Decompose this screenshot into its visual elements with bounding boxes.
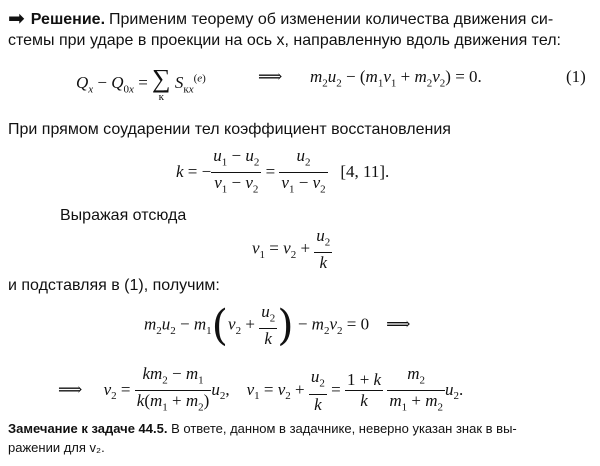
paragraph-3: Выражая отсюда: [60, 207, 187, 224]
note-text-1: В ответе, данном в задачнике, неверно указан знак в вы-: [171, 421, 517, 436]
solution-heading: Решение.: [30, 11, 106, 28]
implies-1: ⟹: [258, 67, 283, 86]
paragraph-2: При прямом соударении тел коэффициент восстановления: [8, 121, 451, 138]
equation-1: $Q_x - Q_{0x}$ = ∑ к $S_{кx}^{(e)}$: [76, 64, 206, 103]
equation-4: $m_2u_2 - m_1(v_2$ + $\frac{u_2}{k}$ ) − $m_2v_2 = 0$ ⟹: [144, 300, 411, 350]
equation-2: k = − $\frac{u_1 - u_2}{v_1 - v_2}$ = $\frac{u_2}{v_1 - v_2}$ [4, 11].: [176, 146, 390, 196]
note-text-2: ражении для v₂.: [8, 440, 105, 455]
equation-3: $v_1 = v_2$ + $\frac{u_2}{k}$: [252, 226, 331, 273]
note-heading: Замечание к задаче 44.5.: [8, 421, 168, 436]
solution-line-1: [8, 8, 553, 30]
equation-number-1: (1): [566, 67, 586, 86]
equation-5: ⟹ $v_2$ = $\frac{km_2 - m_1}{k(m_1 + m_2)}$ $u_2$, $v_1 = v_2$ + $\frac{u_2}{k}$ = $\frac{1 + k}{k}$ $\frac{m_2}{m_1 + m_2}$ $u_2$.: [58, 364, 464, 414]
solution-text-2: стемы при ударе в проекции на ось x, направленную вдоль движения тел:: [8, 32, 561, 49]
arrow-right-icon: ➡: [8, 6, 25, 30]
equation-2-ref: [4, 11].: [340, 161, 390, 181]
equation-1-rhs: $m_2u_2 - (m_1v_1 + m_2v_2) = 0$.: [310, 67, 482, 90]
note-line-1: [8, 420, 517, 437]
solution-text-1: Применим теорему об изменении количества движения си-: [109, 11, 554, 28]
paragraph-4: и подставляя в (1), получим:: [8, 277, 220, 294]
